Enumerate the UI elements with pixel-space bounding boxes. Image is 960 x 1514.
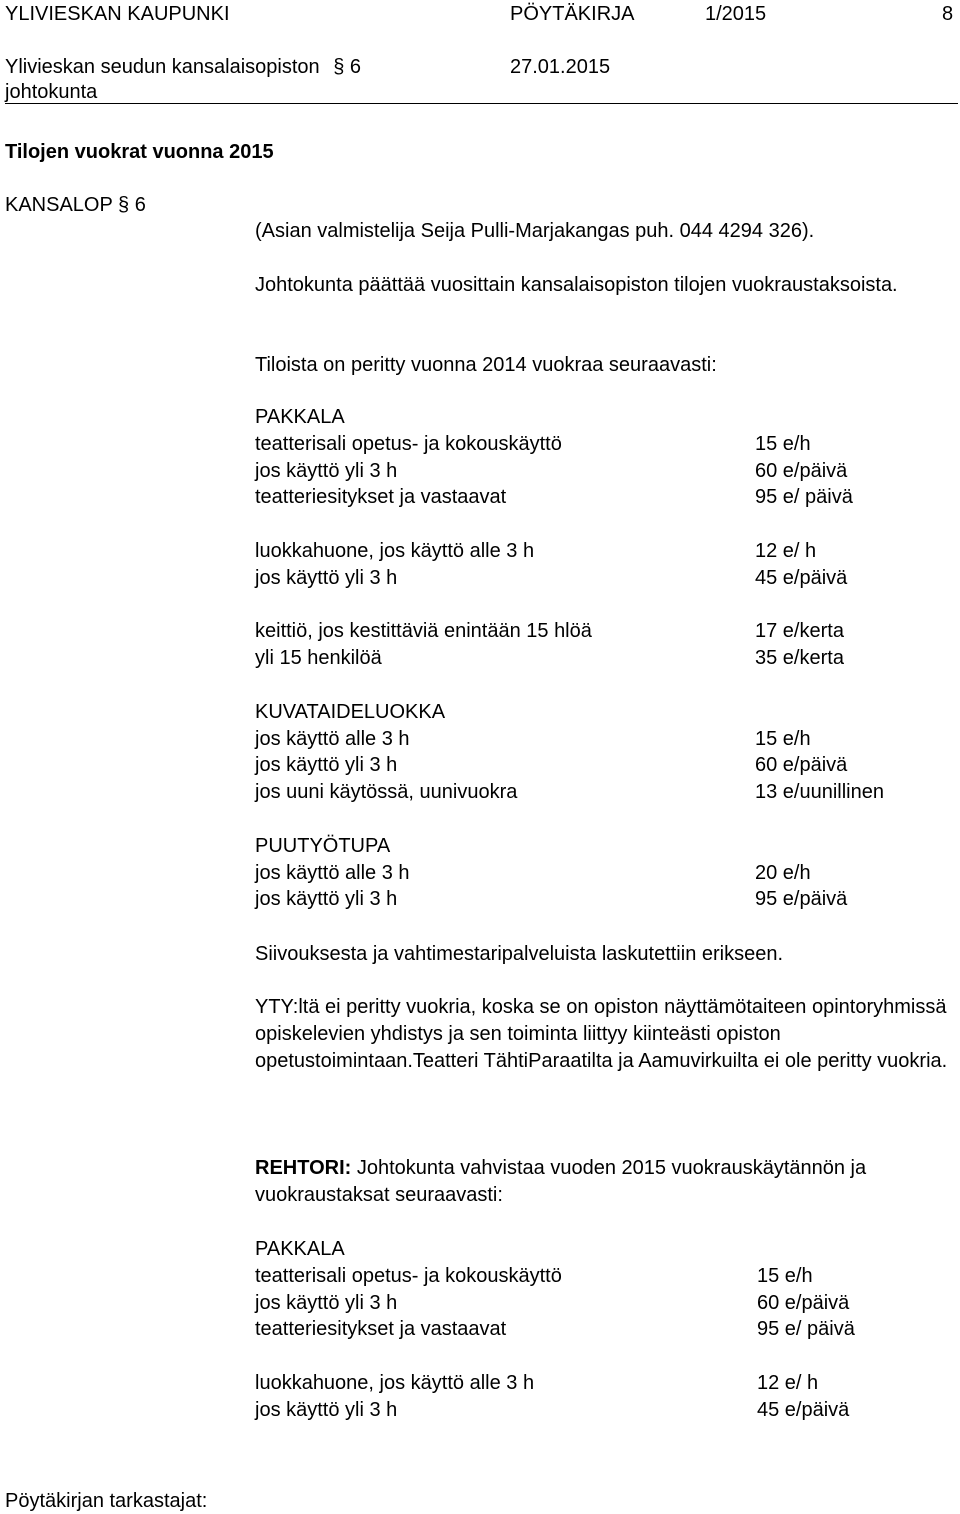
- row-label: PUUTYÖTUPA: [255, 834, 391, 857]
- header-page-no: 8: [942, 3, 954, 25]
- row-label: teatterisali opetus- ja kokouskäyttö: [255, 432, 562, 455]
- proposal-label: REHTORI:: [255, 1157, 352, 1179]
- row-label: PAKKALA: [255, 1238, 345, 1260]
- row-price: 95 e/ päivä: [755, 486, 853, 509]
- row-label: KUVATAIDELUOKKA: [255, 700, 446, 723]
- header-section-no: 6: [349, 56, 362, 78]
- intro-paragraph: Johtokunta päättää vuosittain kansalaisopiston tilojen vuokraustaksoista.: [255, 274, 898, 296]
- header-doc-type: PÖYTÄKIRJA: [510, 3, 635, 25]
- row-label: teatteriesitykset ja vastaavat: [255, 1318, 507, 1341]
- row-label: jos käyttö yli 3 h: [255, 459, 398, 482]
- yty-note: YTY:ltä ei peritty vuokria, koska se on opiston näyttämötaiteen opintoryhmissä opiskelevien yhdistys ja sen toiminta liittyy kiinteästi opiston opetustoimintaan.Teatteri TähtiParaatilta ja Aamuvirkuilta ei ole peritty vuokria.: [255, 996, 948, 1072]
- preparer-line: (Asian valmistelija Seija Pulli-Marjakangas puh. 044 4294 326).: [255, 220, 815, 242]
- header-body-name: Ylivieskan seudun kansalaisopiston: [5, 56, 320, 78]
- row-label: keittiö, jos kestittäviä enintään 15 hlöä: [255, 620, 592, 643]
- row-price: 45 e/päivä: [755, 566, 848, 589]
- row-label: jos käyttö yli 3 h: [255, 566, 398, 589]
- row-price: 15 e/h: [755, 432, 811, 455]
- row-label: jos käyttö alle 3 h: [255, 727, 410, 750]
- proposal-paragraph: [255, 1155, 955, 1209]
- footer-reviewers: Pöytäkirjan tarkastajat:: [5, 1490, 208, 1512]
- row-price: 60 e/päivä: [755, 754, 848, 777]
- header-body-line1: [5, 54, 361, 80]
- row-price: 45 e/päivä: [757, 1398, 850, 1421]
- row-label: yli 15 henkilöä: [255, 647, 382, 670]
- row-price: 20 e/h: [755, 861, 811, 884]
- header-body-line2: johtokunta: [5, 81, 98, 103]
- row-price: 60 e/päivä: [757, 1291, 850, 1314]
- row-label: luokkahuone, jos käyttö alle 3 h: [255, 539, 535, 562]
- row-price: 60 e/päivä: [755, 459, 848, 482]
- row-price: 13 e/uunillinen: [755, 781, 884, 804]
- header-date: 27.01.2015: [510, 56, 611, 78]
- row-label: jos käyttö yli 3 h: [255, 1398, 398, 1421]
- row-price: 95 e/päivä: [755, 888, 848, 911]
- document-title: Tilojen vuokrat vuonna 2015: [5, 141, 274, 163]
- row-price: 95 e/ päivä: [757, 1318, 855, 1341]
- row-label: jos käyttö alle 3 h: [255, 861, 410, 884]
- row-price: 35 e/kerta: [755, 647, 844, 670]
- row-price: 12 e/ h: [755, 539, 817, 562]
- row-price: 17 e/kerta: [755, 620, 844, 643]
- row-label: jos käyttö yli 3 h: [255, 888, 398, 911]
- header-doc-no: 1/2015: [705, 3, 767, 25]
- row-label: jos käyttö yli 3 h: [255, 754, 398, 777]
- header-divider: [5, 103, 958, 104]
- row-label: jos käyttö yli 3 h: [255, 1291, 398, 1314]
- prev-heading: Tiloista on peritty vuonna 2014 vuokraa seuraavasti:: [255, 354, 717, 376]
- header-org: YLIVIESKAN KAUPUNKI: [5, 3, 230, 25]
- row-price: 15 e/h: [757, 1264, 813, 1287]
- row-label: teatteriesitykset ja vastaavat: [255, 486, 507, 509]
- row-label: luokkahuone, jos käyttö alle 3 h: [255, 1371, 535, 1394]
- row-label: PAKKALA: [255, 406, 345, 428]
- row-price: 12 e/ h: [757, 1371, 819, 1394]
- case-reference: KANSALOP § 6: [5, 194, 146, 216]
- row-label: jos uuni käytössä, uunivuokra: [255, 781, 518, 804]
- proposal-text: Johtokunta vahvistaa vuoden 2015 vuokrauskäytännön ja vuokraustaksat seuraavasti:: [255, 1157, 867, 1206]
- row-label: teatterisali opetus- ja kokouskäyttö: [255, 1264, 562, 1287]
- row-price: 15 e/h: [755, 727, 811, 750]
- cleaning-note: Siivouksesta ja vahtimestaripalveluista laskutettiin erikseen.: [255, 943, 784, 965]
- section-mark-icon: §: [333, 56, 345, 78]
